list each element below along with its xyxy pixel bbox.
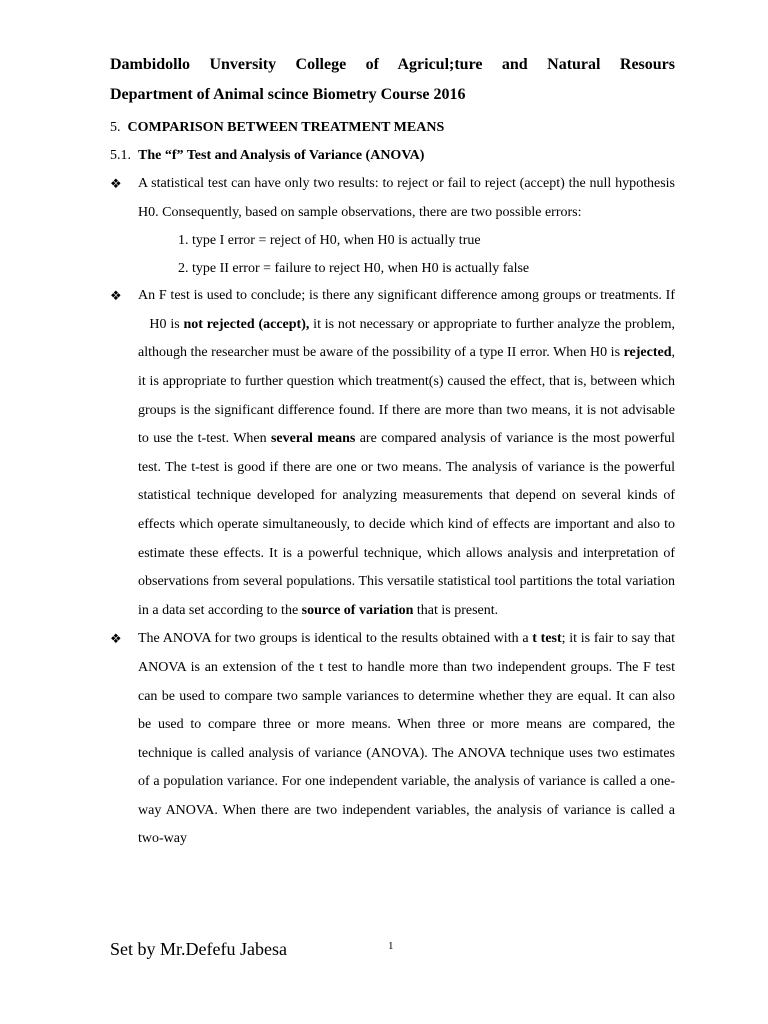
bullet-paragraph-anova <box>110 625 675 854</box>
bold-text-run: source of variation <box>301 602 414 618</box>
list-item-type-two-error <box>110 255 675 283</box>
header-university-line: Dambidollo Unversity College of Agricul;ture and Natural Resours <box>110 56 675 73</box>
section-number: 5. <box>110 120 121 135</box>
bullet-paragraph-errors <box>110 170 675 227</box>
bold-text-run: t test <box>532 631 562 647</box>
list-item-text: type I error = reject of H0, when H0 is actually true <box>192 233 481 249</box>
list-item-number: 2. <box>178 260 189 276</box>
bold-text-run: rejected <box>623 345 672 361</box>
subsection-title: The “f” Test and Analysis of Variance (ANOVA) <box>138 148 425 163</box>
header-department-line: Department of Animal scince Biometry Course 2016 <box>110 86 466 103</box>
text-run: , it is appropriate to further question which treatment(s) caused the effect, that is, between which groups is the significant difference found. If there are more than two means, it is not advisable to use the t-test. When <box>138 345 675 447</box>
bullet-diamond-icon: ❖ <box>110 176 122 191</box>
footer-author: Set by Mr.Defefu Jabesa <box>110 939 287 959</box>
section-heading <box>110 114 675 142</box>
text-run: are compared analysis of variance is the most powerful test. The t-test is good if there are one or two means. The analysis of variance is the powerful statistical technique developed for analyzing measurements that depend on several kinds of effects which operate simultaneously, to decide which kind of effects are important and also to estimate these effects. It is a powerful technique, which allows analysis and interpretation of observations from several populations. This versatile statistical tool partitions the total variation in a data set according to the <box>138 431 675 618</box>
subsection-number: 5.1. <box>110 148 131 163</box>
bold-text-run: several means <box>270 431 356 447</box>
text-run: it is not necessary or appropriate to further analyze the problem, although the researcher must be aware of the possibility of a type II error. When H0 is <box>138 316 676 361</box>
subsection-heading <box>110 142 675 170</box>
text-run: The ANOVA for two groups is identical to the results obtained with a <box>138 631 533 647</box>
bullet-diamond-icon: ❖ <box>110 631 122 647</box>
section-title: COMPARISON BETWEEN TREATMENT MEANS <box>127 120 445 135</box>
text-run: ; it is fair to say that ANOVA is an extension of the t test to handle more than two independent groups. The F test can be used to compare two sample variances to determine whether they are equal. It can also be used to compare three or more means. When three or more means are compared, the technique is called analysis of variance (ANOVA). The ANOVA technique uses two estimates of a population variance. For one independent variable, the analysis of variance is called a one-way ANOVA. When there are two independent variables, the analysis of variance is called a two-way <box>138 631 676 847</box>
bold-text-run: not rejected (accept), <box>183 316 310 332</box>
paragraph-text: A statistical test can have only two results: to reject or fail to reject (accept) the null hypothesis H0. Consequently, based on sample observations, there are two possible errors: <box>138 176 675 220</box>
footer-page-number: 1 <box>388 940 394 952</box>
bullet-diamond-icon: ❖ <box>110 288 122 304</box>
list-item-type-one-error <box>110 227 675 255</box>
bullet-paragraph-f-test <box>110 282 675 625</box>
list-item-text: type II error = failure to reject H0, when H0 is actually false <box>192 260 530 276</box>
text-run: An F test is used to conclude; is there any significant difference among groups or treatments. If H0 is <box>138 288 675 332</box>
document-page <box>110 50 675 854</box>
list-item-number: 1. <box>178 233 189 249</box>
text-run: that is present. <box>413 602 499 618</box>
